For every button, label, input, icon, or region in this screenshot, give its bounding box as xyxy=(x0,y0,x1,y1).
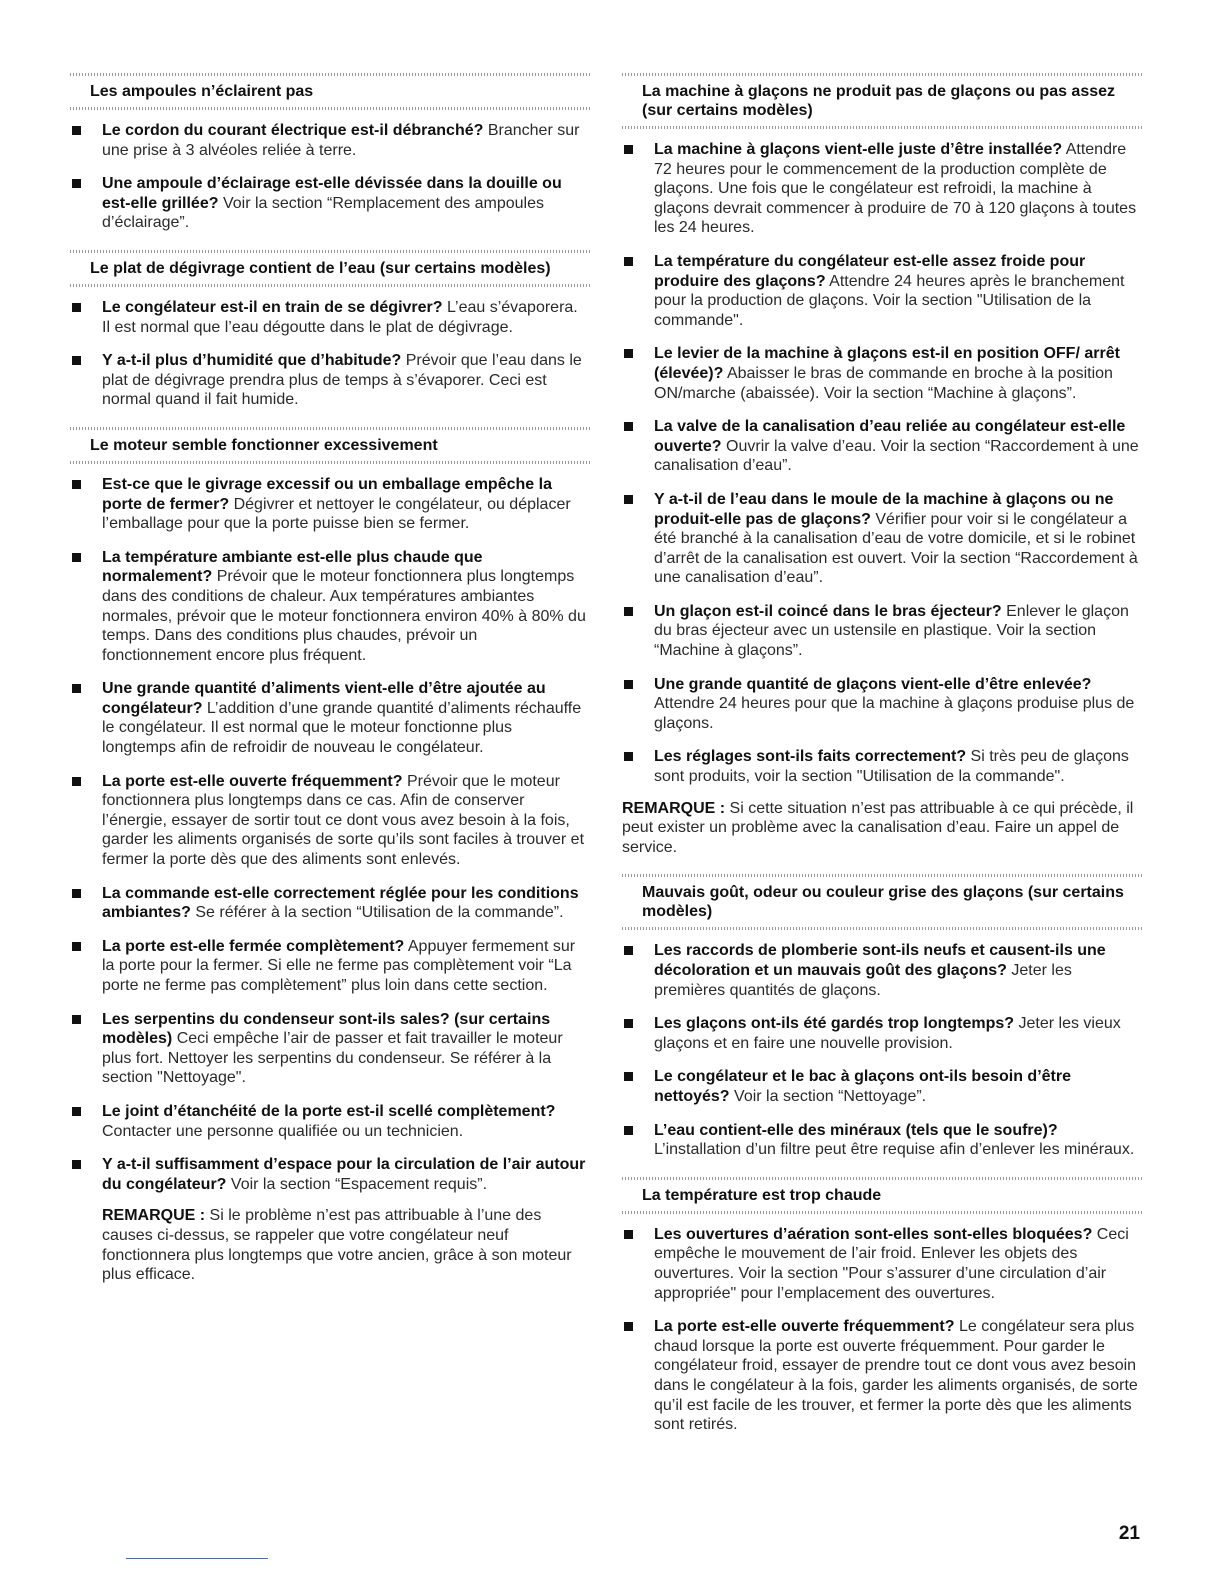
section-heading: Le plat de dégivrage contient de l’eau (sur certains modèles) xyxy=(70,247,590,284)
bullet-icon xyxy=(624,1126,633,1135)
bullet-icon xyxy=(72,1160,81,1169)
section-heading: La température est trop chaude xyxy=(622,1174,1142,1211)
bullet-icon xyxy=(624,1072,633,1081)
list-item: Y a-t-il plus d’humidité que d’habitude? Prévoir que l’eau dans le plat de dégivrage prendra plus de temps à s’évaporer. Ceci est normal quand il fait humide. xyxy=(70,351,590,410)
list-item: Le cordon du courant électrique est-il débranché? Brancher sur une prise à 3 alvéoles reliée à terre. xyxy=(70,121,590,160)
section-lights xyxy=(70,70,590,233)
list-item: La valve de la canalisation d’eau reliée au congélateur est-elle ouverte? Ouvrir la valve d’eau. Voir la section “Raccordement à une canalisation d’eau”. xyxy=(622,417,1142,476)
bullet-icon xyxy=(72,1107,81,1116)
item-list xyxy=(70,475,590,1194)
list-item: La commande est-elle correctement réglée pour les conditions ambiantes? Se référer à la section “Utilisation de la commande”. xyxy=(70,884,590,923)
bullet-icon xyxy=(72,889,81,898)
bullet-icon xyxy=(72,303,81,312)
list-item: La température ambiante est-elle plus chaude que normalement? Prévoir que le moteur fonctionnera plus longtemps dans des conditions de chaleur. Aux températures ambiantes normales, prévoir que le moteur fonctionnera environ 40% à 80% du temps. Dans des conditions plus chaudes, prévoir un fonctionnement encore plus fréquent. xyxy=(70,548,590,666)
list-item: Le joint d’étanchéité de la porte est-il scellé complètement? Contacter une personne qualifiée ou un technicien. xyxy=(70,1102,590,1141)
list-item: La porte est-elle fermée complètement? Appuyer fermement sur la porte pour la fermer. Si elle ne ferme pas complètement voir “La porte ne ferme pas complètement” plus loin dans cette section. xyxy=(70,937,590,996)
bullet-icon xyxy=(624,680,633,689)
left-column xyxy=(70,70,590,1285)
list-item: La machine à glaçons vient-elle juste d’être installée? Attendre 72 heures pour le commencement de la production complète de glaçons. Une fois que le congélateur est refroidi, la machine à glaçons devrait commencer à produire de 70 à 120 glaçons à toutes les 24 heures. xyxy=(622,140,1142,238)
section-ice-taste xyxy=(622,871,1142,1159)
list-item: Un glaçon est-il coincé dans le bras éjecteur? Enlever le glaçon du bras éjecteur avec un ustensile en plastique. Voir la section “Machine à glaçons”. xyxy=(622,602,1142,661)
bullet-icon xyxy=(624,607,633,616)
bullet-icon xyxy=(624,349,633,358)
section-heading: La machine à glaçons ne produit pas de glaçons ou pas assez (sur certains modèles) xyxy=(622,70,1142,126)
bullet-icon xyxy=(624,752,633,761)
list-item: Les ouvertures d’aération sont-elles sont-elles bloquées? Ceci empêche le mouvement de l’air froid. Enlever les objets des ouvertures. Voir la section "Pour s’assurer d’une circulation d’air appropriée" pour l’emplacement des ouvertures. xyxy=(622,1225,1142,1303)
section-temperature-warm xyxy=(622,1174,1142,1435)
list-item: Les raccords de plomberie sont-ils neufs et causent-ils une décoloration et un mauvais goût des glaçons? Jeter les premières quantités de glaçons. xyxy=(622,941,1142,1000)
section-heading: Mauvais goût, odeur ou couleur grise des glaçons (sur certains modèles) xyxy=(622,871,1142,927)
bullet-icon xyxy=(624,495,633,504)
list-item: La porte est-elle ouverte fréquemment? Prévoir que le moteur fonctionnera plus longtemps dans ce cas. Afin de conserver l’énergie, essayer de sortir tout ce dont vous avez besoin à la fois, garder les aliments organisés de sorte qu’ils sont faciles à trouver et fermer la porte dès que des aliments sont enlevés. xyxy=(70,772,590,870)
list-item: Y a-t-il suffisamment d’espace pour la circulation de l’air autour du congélateur? Voir la section “Espacement requis”. xyxy=(70,1155,590,1194)
list-item: Le congélateur et le bac à glaçons ont-ils besoin d’être nettoyés? Voir la section “Nettoyage”. xyxy=(622,1067,1142,1106)
bullet-icon xyxy=(72,126,81,135)
list-item: Les réglages sont-ils faits correctement? Si très peu de glaçons sont produits, voir la section "Utilisation de la commande". xyxy=(622,747,1142,786)
section-ice-maker xyxy=(622,70,1142,857)
bullet-icon xyxy=(72,179,81,188)
bullet-icon xyxy=(72,942,81,951)
bullet-icon xyxy=(72,777,81,786)
item-list xyxy=(622,1225,1142,1435)
list-item: L’eau contient-elle des minéraux (tels que le soufre)? L’installation d’un filtre peut être requise afin d’enlever les minéraux. xyxy=(622,1121,1142,1160)
list-item: Une grande quantité d’aliments vient-elle d’être ajoutée au congélateur? L’addition d’une grande quantité d’aliments réchauffe le congélateur. Il est normal que le moteur fonctionne plus longtemps afin de refroidir de nouveau le congélateur. xyxy=(70,679,590,757)
remark: REMARQUE : Si le problème n’est pas attribuable à l’une des causes ci-dessus, se rappeler que votre congélateur neuf fonctionnera plus longtemps que votre ancien, grâce à son moteur plus efficace. xyxy=(102,1207,572,1284)
list-item: Une ampoule d’éclairage est-elle dévissée dans la douille ou est-elle grillée? Voir la section “Remplacement des ampoules d’éclairage”. xyxy=(70,174,590,233)
bullet-icon xyxy=(72,684,81,693)
bullet-icon xyxy=(624,946,633,955)
list-item: Les serpentins du condenseur sont-ils sales? (sur certains modèles) Ceci empêche l’air de passer et fait travailler le moteur plus fort. Nettoyer les serpentins du condenseur. Se référer à la section "Nettoyage". xyxy=(70,1010,590,1088)
bullet-icon xyxy=(624,422,633,431)
list-item: Une grande quantité de glaçons vient-elle d’être enlevée? Attendre 24 heures pour que la machine à glaçons produise plus de glaçons. xyxy=(622,675,1142,734)
remark: REMARQUE : Si cette situation n’est pas attribuable à ce qui précède, il peut exister un problème avec la canalisation d’eau. Faire un appel de service. xyxy=(622,799,1134,856)
page-number: 21 xyxy=(1118,1523,1140,1544)
bullet-icon xyxy=(624,145,633,154)
bullet-icon xyxy=(72,480,81,489)
list-item: Est-ce que le givrage excessif ou un emballage empêche la porte de fermer? Dégivrer et nettoyer le congélateur, ou déplacer l’emballage pour que la porte puisse bien se fermer. xyxy=(70,475,590,534)
section-heading: Le moteur semble fonctionner excessivement xyxy=(70,424,590,461)
section-heading: Les ampoules n’éclairent pas xyxy=(70,70,590,107)
bullet-icon xyxy=(72,1015,81,1024)
section-defrost-pan xyxy=(70,247,590,410)
section-motor xyxy=(70,424,590,1285)
footer-rule xyxy=(126,1558,268,1559)
bullet-icon xyxy=(72,356,81,365)
list-item: Le levier de la machine à glaçons est-il en position OFF/ arrêt (élevée)? Abaisser le bras de commande en broche à la position ON/marche (abaissée). Voir la section “Machine à glaçons”. xyxy=(622,344,1142,403)
bullet-icon xyxy=(624,257,633,266)
item-list xyxy=(70,121,590,233)
bullet-icon xyxy=(624,1322,633,1331)
item-list xyxy=(622,941,1142,1159)
bullet-icon xyxy=(624,1230,633,1239)
list-item: Le congélateur est-il en train de se dégivrer? L’eau s’évaporera. Il est normal que l’eau dégoutte dans le plat de dégivrage. xyxy=(70,298,590,337)
list-item: La porte est-elle ouverte fréquemment? Le congélateur sera plus chaud lorsque la porte est ouverte fréquemment. Pour garder le congélateur froid, essayer de prendre tout ce dont vous avez besoin dans le congélateur à la fois, garder les aliments organisés, de sorte qu’il est facile de les trouver, et fermer la porte dès que les aliments sont retirés. xyxy=(622,1317,1142,1435)
list-item: Y a-t-il de l’eau dans le moule de la machine à glaçons ou ne produit-elle pas de glaçons? Vérifier pour voir si le congélateur a été branché à la canalisation d’eau de votre domicile, et si le robinet d’arrêt de la canalisation est ouvert. Voir la section “Raccordement à une canalisation d’eau”. xyxy=(622,490,1142,588)
right-column xyxy=(622,70,1142,1435)
item-list xyxy=(622,140,1142,787)
list-item: La température du congélateur est-elle assez froide pour produire des glaçons? Attendre 24 heures après le branchement pour la production de glaçons. Voir la section "Utilisation de la commande". xyxy=(622,252,1142,330)
bullet-icon xyxy=(72,553,81,562)
item-list xyxy=(70,298,590,410)
list-item: Les glaçons ont-ils été gardés trop longtemps? Jeter les vieux glaçons et en faire une nouvelle provision. xyxy=(622,1014,1142,1053)
bullet-icon xyxy=(624,1019,633,1028)
